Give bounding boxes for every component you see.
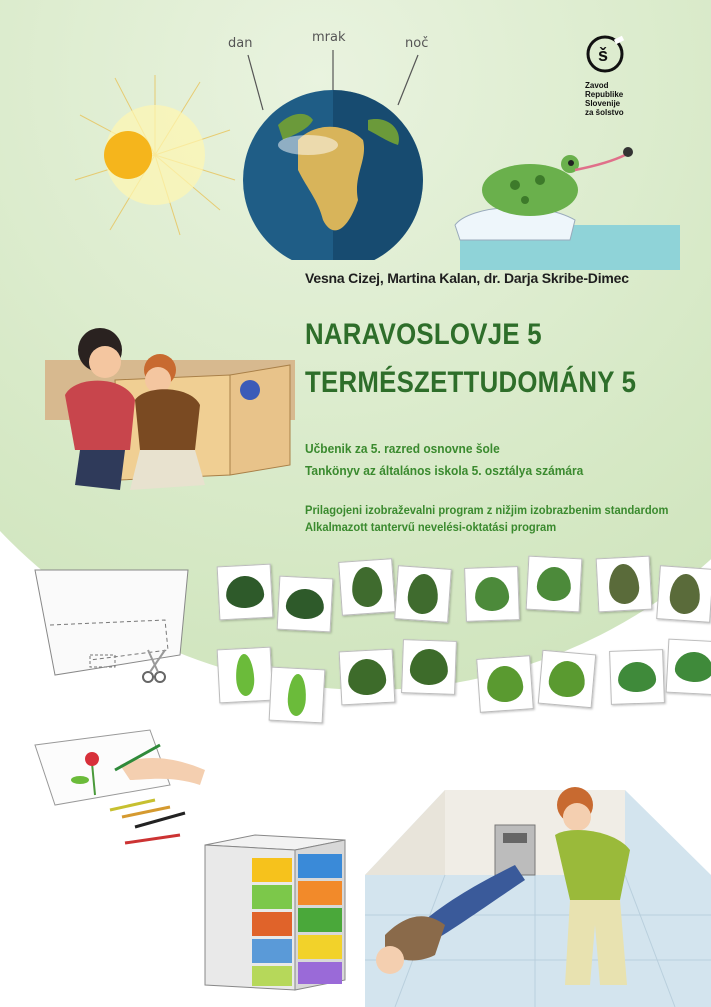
puzzle-cube-illustration bbox=[200, 830, 350, 995]
title-slovene: NARAVOSLOVJE 5 bbox=[305, 318, 542, 351]
leaf-card bbox=[338, 558, 396, 616]
leaf-card bbox=[217, 647, 274, 704]
program-slovene: Prilagojeni izobraževalni program z nižjim izobrazbenim standardom bbox=[305, 503, 669, 517]
leaf-card bbox=[476, 655, 534, 713]
svg-text:š: š bbox=[598, 45, 609, 65]
frog-illustration bbox=[450, 140, 680, 270]
leaf-card bbox=[277, 576, 334, 633]
logo-line: Republike bbox=[585, 90, 624, 99]
leaf-card bbox=[609, 649, 665, 705]
zrss-logo bbox=[585, 34, 663, 117]
globe-label-night: noč bbox=[405, 36, 429, 51]
leaf-card bbox=[217, 564, 274, 621]
leaf-card bbox=[394, 565, 452, 623]
globe-label-day: dan bbox=[228, 36, 253, 51]
leaf-card bbox=[596, 556, 653, 613]
sun-illustration bbox=[70, 70, 240, 240]
leaf-card bbox=[526, 556, 583, 613]
logo-line: Slovenije bbox=[585, 99, 621, 108]
leaf-card bbox=[339, 649, 396, 706]
authors: Vesna Cizej, Martina Kalan, dr. Darja Skribe-Dimec bbox=[305, 270, 629, 286]
title-hungarian: TERMÉSZETTUDOMÁNY 5 bbox=[305, 366, 637, 399]
earth-globe-illustration bbox=[238, 50, 438, 260]
logo-line: Zavod bbox=[585, 81, 609, 90]
program-hungarian: Alkalmazott tantervű nevelési-oktatási program bbox=[305, 520, 557, 534]
drawing-hand-illustration bbox=[30, 725, 215, 855]
logo-text bbox=[585, 81, 663, 117]
leaf-card bbox=[269, 667, 326, 724]
globe-label-cloud: mrak bbox=[312, 30, 346, 45]
leaf-card bbox=[656, 565, 711, 623]
subtitle-hungarian: Tankönyv az általános iskola 5. osztálya számára bbox=[305, 463, 584, 478]
leaf-card bbox=[538, 650, 597, 709]
subtitle-slovene: Učbenik za 5. razred osnovne šole bbox=[305, 441, 500, 456]
leaf-card bbox=[464, 566, 520, 622]
zrss-logo-mark bbox=[585, 34, 625, 74]
leaf-card bbox=[401, 639, 457, 695]
children-box-illustration bbox=[30, 320, 300, 505]
room-boys-illustration bbox=[365, 775, 711, 1007]
leaf-card bbox=[666, 639, 711, 696]
paper-scissors-illustration bbox=[30, 565, 195, 690]
logo-line: za šolstvo bbox=[585, 108, 624, 117]
